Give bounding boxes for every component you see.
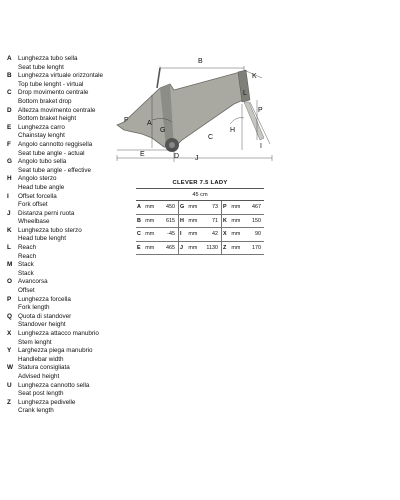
- spec-unit: mm: [231, 228, 244, 242]
- legend-italian: Angolo tubo sella: [18, 158, 67, 166]
- bike-frame-drawing: [112, 50, 280, 165]
- spec-row: [136, 228, 264, 242]
- legend-item: [7, 159, 127, 176]
- spec-letter: B: [136, 214, 145, 228]
- legend-italian: Lunghezza cannotto sella: [18, 381, 90, 389]
- legend-letter: O: [7, 278, 12, 286]
- legend-item: [7, 56, 127, 73]
- spec-unit: mm: [231, 241, 244, 255]
- spec-value: 42: [201, 228, 221, 242]
- legend-italian: Drop movimento centrale: [18, 89, 89, 97]
- spec-unit: mm: [188, 241, 201, 255]
- motor-hub: [169, 142, 175, 148]
- legend-english: Seat tube angle - effective: [18, 166, 92, 174]
- spec-row: [136, 241, 264, 255]
- legend-letter: H: [7, 175, 12, 183]
- legend-italian: Larghezza piega manubrio: [18, 347, 93, 355]
- legend-letter: A: [7, 55, 12, 62]
- spec-letter: I: [178, 228, 188, 242]
- legend-item: [7, 348, 127, 365]
- spec-value: 1130: [201, 241, 221, 255]
- legend-italian: Quota di standover: [18, 312, 72, 320]
- legend-item: [7, 279, 127, 296]
- legend-letter: D: [7, 106, 12, 114]
- spec-value: 450: [158, 201, 178, 214]
- label-p: P: [258, 107, 263, 114]
- legend-english: Wheelbase: [18, 218, 50, 226]
- spec-letter: P: [222, 201, 232, 214]
- legend-italian: Offset forcella: [18, 192, 57, 200]
- legend-italian: Distanza perni ruota: [18, 209, 75, 217]
- label-e: E: [140, 151, 145, 158]
- legend-letter: L: [7, 244, 11, 252]
- legend-english: Bottom braket height: [18, 115, 77, 123]
- legend-letter: X: [7, 330, 12, 337]
- legend-english: Stem lenght: [18, 338, 52, 346]
- legend-item: [7, 73, 127, 90]
- geometry-legend: [7, 56, 127, 417]
- frame-geometry-diagram: [112, 50, 280, 165]
- spec-unit: mm: [145, 228, 158, 242]
- legend-item: [7, 194, 127, 211]
- legend-english: Seat post length: [18, 390, 64, 398]
- label-h: H: [230, 127, 236, 134]
- legend-english: Bottom braket drop: [18, 97, 72, 105]
- legend-italian: Stack: [18, 261, 34, 269]
- legend-italian: Lunghezza tubo sterzo: [18, 226, 82, 234]
- legend-italian: Lunghezza attacco manubrio: [18, 330, 99, 337]
- spec-value: 71: [201, 214, 221, 228]
- legend-letter: M: [7, 261, 13, 269]
- legend-letter: F: [7, 140, 11, 148]
- label-i: I: [260, 143, 262, 150]
- legend-item: [7, 383, 127, 400]
- legend-english: Top tube lenght - virtual: [18, 80, 84, 88]
- legend-english: Crank length: [18, 407, 54, 415]
- spec-letter: C: [136, 228, 145, 242]
- spec-unit: mm: [145, 214, 158, 228]
- legend-letter: I: [7, 192, 9, 200]
- legend-italian: Avancorsa: [18, 278, 48, 286]
- legend-english: Seat tube angle - actual: [18, 149, 85, 157]
- legend-item: [7, 331, 127, 348]
- legend-english: Seat tube lenght: [18, 63, 64, 71]
- legend-english: Advised height: [18, 372, 60, 380]
- legend-letter: B: [7, 72, 12, 80]
- spec-unit: mm: [188, 201, 201, 214]
- label-l: L: [243, 90, 247, 97]
- legend-letter: C: [7, 89, 12, 97]
- legend-letter: E: [7, 123, 12, 131]
- legend-letter: J: [7, 209, 11, 217]
- legend-item: [7, 314, 127, 331]
- spec-letter: A: [136, 201, 145, 214]
- legend-english: Handlebar width: [18, 355, 64, 363]
- spec-value: 465: [158, 241, 178, 255]
- legend-letter: Q: [7, 312, 12, 320]
- legend-italian: Lunghezza carro: [18, 123, 65, 131]
- legend-italian: Lunghezza tubo sella: [18, 55, 78, 62]
- spec-letter: K: [222, 214, 232, 228]
- legend-item: [7, 90, 127, 107]
- legend-english: Standover height: [18, 321, 66, 329]
- label-g: G: [160, 127, 166, 134]
- label-d: D: [174, 153, 180, 160]
- legend-letter: W: [7, 364, 14, 372]
- legend-english: Chainstay lenght: [18, 132, 65, 140]
- legend-item: [7, 211, 127, 228]
- label-f: F: [124, 117, 129, 124]
- legend-english: Fork length: [18, 304, 50, 312]
- legend-letter: P: [7, 295, 12, 303]
- legend-item: [7, 262, 127, 279]
- legend-italian: Reach: [18, 244, 37, 252]
- label-c: C: [208, 134, 214, 141]
- legend-italian: Statura consigliata: [18, 364, 70, 372]
- spec-row: [136, 201, 264, 214]
- legend-italian: Lunghezza virtuale orizzontale: [18, 72, 104, 80]
- legend-italian: Angolo sterzo: [18, 175, 57, 183]
- legend-italian: Altezza movimento centrale: [18, 106, 96, 114]
- spec-size: 45 cm: [136, 189, 264, 201]
- spec-table: [136, 201, 264, 255]
- spec-title: CLEVER 7.5 LADY: [136, 177, 264, 189]
- legend-italian: Angolo cannotto reggisella: [18, 140, 93, 148]
- legend-english: Offset: [18, 287, 35, 295]
- legend-english: Stack: [18, 269, 34, 277]
- spec-unit: mm: [231, 201, 244, 214]
- legend-letter: Z: [7, 398, 11, 406]
- legend-item: [7, 176, 127, 193]
- label-j: J: [195, 155, 199, 162]
- label-k: K: [252, 73, 257, 80]
- legend-item: [7, 297, 127, 314]
- spec-value: 615: [158, 214, 178, 228]
- legend-item: [7, 108, 127, 125]
- spec-unit: mm: [231, 214, 244, 228]
- spec-value: -45: [158, 228, 178, 242]
- legend-item: [7, 400, 127, 417]
- legend-letter: G: [7, 158, 12, 166]
- spec-letter: G: [178, 201, 188, 214]
- legend-item: [7, 228, 127, 245]
- spec-value: 90: [244, 228, 264, 242]
- legend-english: Fork offset: [18, 201, 48, 209]
- spec-letter: Z: [222, 241, 232, 255]
- legend-italian: Lunghezza pedivelle: [18, 398, 76, 406]
- legend-letter: U: [7, 381, 12, 389]
- spec-value: 467: [244, 201, 264, 214]
- spec-letter: H: [178, 214, 188, 228]
- spec-value: 150: [244, 214, 264, 228]
- spec-letter: E: [136, 241, 145, 255]
- legend-item: [7, 125, 127, 142]
- label-b: B: [198, 58, 203, 65]
- spec-letter: J: [178, 241, 188, 255]
- label-a: A: [147, 120, 152, 127]
- spec-unit: mm: [188, 214, 201, 228]
- legend-item: [7, 365, 127, 382]
- seat-post: [157, 68, 160, 88]
- spec-unit: mm: [188, 228, 201, 242]
- legend-english: Head tube angle: [18, 183, 65, 191]
- spec-letter: X: [222, 228, 232, 242]
- legend-letter: Y: [7, 347, 12, 355]
- frame-shape: [117, 72, 248, 148]
- spec-value: 170: [244, 241, 264, 255]
- spec-panel: [136, 177, 264, 255]
- legend-item: [7, 245, 127, 262]
- legend-letter: K: [7, 226, 12, 234]
- spec-value: 73: [201, 201, 221, 214]
- spec-row: [136, 214, 264, 228]
- legend-italian: Lunghezza forcella: [18, 295, 71, 303]
- legend-english: Reach: [18, 252, 37, 260]
- spec-unit: mm: [145, 241, 158, 255]
- legend-item: [7, 142, 127, 159]
- legend-english: Head tube lenght: [18, 235, 66, 243]
- spec-unit: mm: [145, 201, 158, 214]
